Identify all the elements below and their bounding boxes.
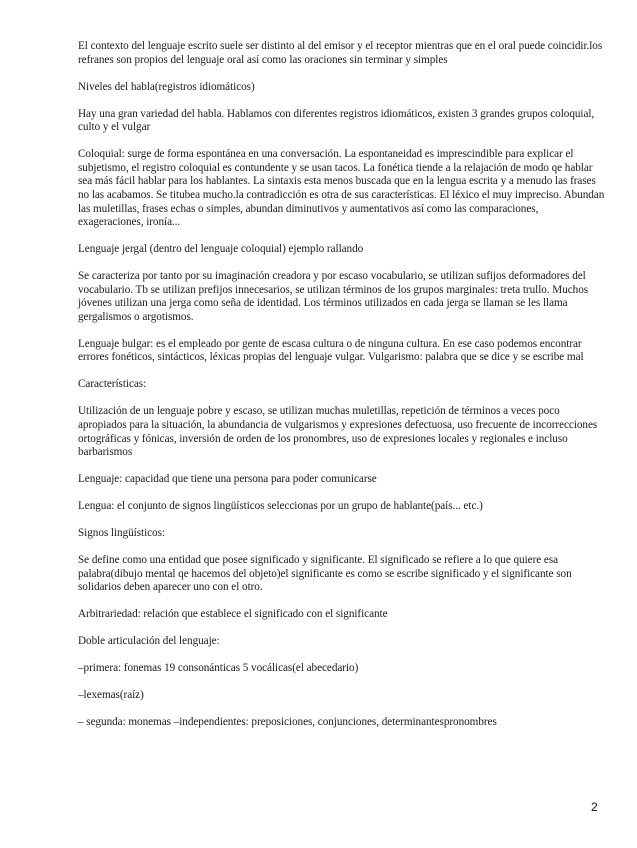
heading-jargon-language: Lenguaje jergal (dentro del lenguaje coloquial) ejemplo rallando bbox=[78, 243, 364, 256]
paragraph-colloquial: Coloquial: surge de forma espontánea en una conversación. La espontaneidad es imprescindible para explicar el subjetismo, el registro coloquial es contundente y se usan tacos. La fonética tiende a la relajación de modo qe hablar sea más fácil hablar para los hablantes. La sintaxis esta menos buscada que en la lengua escrita y a menudo las frases no las acabamos. Se titubea mucho.la contradicción es otra de sus características. El léxico el muy impreciso. Abundan las muletillas, frases echas o simples, abundan diminutivos y aumentativos así como las comparaciones, exageraciones, ironía... bbox=[78, 148, 605, 229]
list-item-second-articulation: – segunda: monemas –independientes: preposiciones, conjunciones, determinantespronombres bbox=[78, 716, 497, 729]
paragraph-vulgar-language: Lenguaje bulgar: es el empleado por gente de escasa cultura o de ninguna cultura. En ese caso podemos encontrar errores fonéticos, sintácticos, léxicas propias del lenguaje vulgar. Vulgarismo: palabra que se dice y se escribe mal bbox=[78, 337, 584, 364]
definition-arbitrariness: Arbitrariedad: relación que establece el significado con el significante bbox=[78, 608, 388, 621]
definition-tongue: Lengua: el conjunto de signos lingüísticos seleccionas por un grupo de hablante(país... etc.) bbox=[78, 500, 483, 513]
list-item-lexemes: –lexemas(raíz) bbox=[78, 689, 144, 702]
heading-double-articulation: Doble articulación del lenguaje: bbox=[78, 635, 220, 648]
definition-language: Lenguaje: capacidad que tiene una persona para poder comunicarse bbox=[78, 473, 377, 486]
page-number: 2 bbox=[591, 800, 598, 814]
paragraph-jargon: Se caracteriza por tanto por su imaginación creadora y por escaso vocabulario, se utilizan sufijos deformadores del vocabulario. Tb se utilizan prefijos innecesarios, se utilizan términos de los grupos marginales: treta trullo. Muchos jóvenes utilizan una jerga como seña de identidad. Los términos utilizados en cada jerga se llaman se les llama gergalismos o argotismos. bbox=[78, 270, 589, 323]
document-page bbox=[78, 40, 606, 743]
paragraph-linguistic-signs: Se define como una entidad que posee significado y significante. El significado se refiere a lo que quiere esa palabra(dibujo mental qe hacemos del objeto)el significante es como se escribe significado y el significante son solidarios deben aparecer uno con el otro. bbox=[78, 554, 572, 594]
list-item-first-articulation: –primera: fonemas 19 consonánticas 5 vocálicas(el abecedario) bbox=[78, 662, 359, 675]
paragraph-speech-variety: Hay una gran variedad del habla. Hablamos con diferentes registros idiomáticos, existen 3 grandes grupos coloquial, culto y el vulgar bbox=[78, 107, 595, 134]
heading-linguistic-signs: Signos lingüísticos: bbox=[78, 527, 165, 540]
heading-speech-levels: Niveles del habla(registros idiomáticos) bbox=[78, 80, 255, 93]
heading-characteristics: Características: bbox=[78, 378, 147, 391]
paragraph-characteristics: Utilización de un lenguaje pobre y escaso, se utilizan muchas muletillas, repetición de términos a veces poco apropiados para la situación, la abundancia de vulgarismos y expresiones defectuosa, uso frecuente de incorrecciones ortográficas y fónicas, inversión de orden de los pronombres, uso de expresiones locales y regionales e incluso barbarismos bbox=[78, 405, 598, 459]
paragraph-written-context: El contexto del lenguaje escrito suele ser distinto al del emisor y el receptor mientras que en el oral puede coincidir.los refranes son propios del lenguaje oral así como las oraciones sin terminar y simples bbox=[78, 40, 603, 66]
